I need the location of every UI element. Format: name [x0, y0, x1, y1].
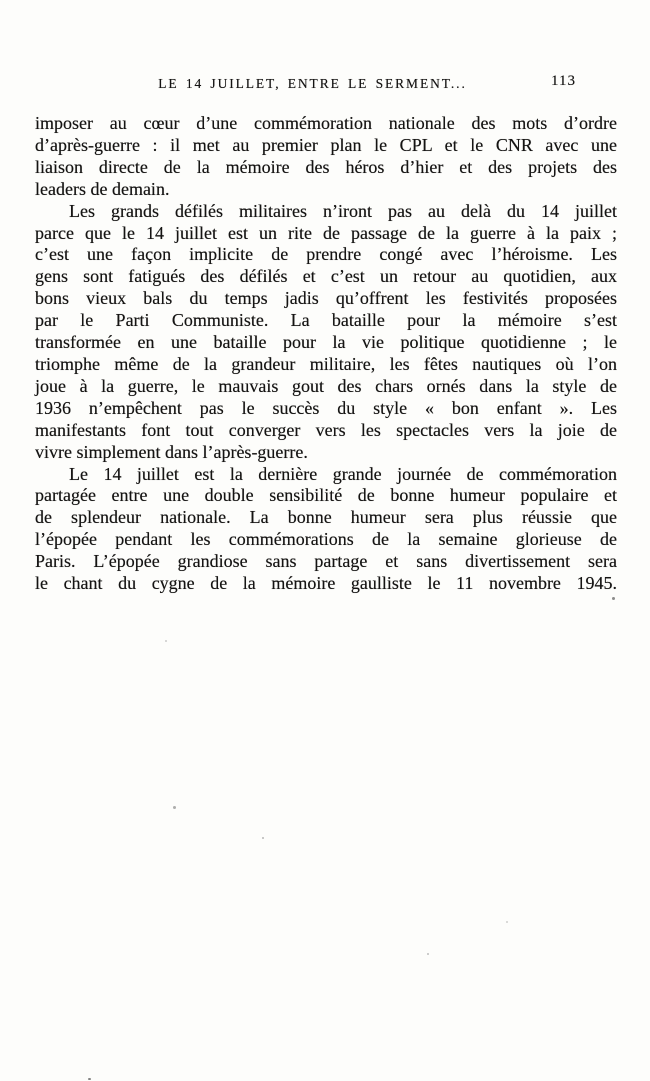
- scan-speck: [612, 597, 615, 600]
- scan-speck: [427, 953, 429, 955]
- page-body: [35, 113, 617, 595]
- scan-speck: [173, 806, 176, 809]
- text-line: triomphe même de la grandeur militaire, les fêtes nautiques où l’on: [35, 353, 617, 374]
- text-line: parce que le 14 juillet est un rite de passage de la guerre à la paix ;: [35, 222, 617, 243]
- text-line: le chant du cygne de la mémoire gaulliste le 11 novembre 1945.: [35, 573, 617, 594]
- text-line: 1936 n’empêchent pas le succès du style « bon enfant ». Les: [35, 397, 617, 418]
- text-line: manifestants font tout converger vers les spectacles vers la joie de: [35, 419, 617, 440]
- text-line: par le Parti Communiste. La bataille pour la mémoire s’est: [35, 310, 617, 331]
- text-line: de splendeur nationale. La bonne humeur sera plus réussie que: [35, 507, 617, 528]
- text-line: c’est une façon implicite de prendre congé avec l’héroisme. Les: [35, 244, 617, 265]
- text-line: d’après-guerre : il met au premier plan le CPL et le CNR avec une: [35, 134, 617, 155]
- scan-speck: [262, 837, 264, 839]
- text-line: bons vieux bals du temps jadis qu’offrent les festivités proposées: [35, 288, 617, 309]
- text-line: partagée entre une double sensibilité de bonne humeur populaire et: [35, 485, 617, 506]
- scan-speck: [88, 1078, 91, 1080]
- running-title: LE 14 JUILLET, ENTRE LE SERMENT...: [158, 76, 467, 91]
- page-number: 113: [551, 73, 576, 89]
- text-line: l’épopée pendant les commémorations de la semaine glorieuse de: [35, 529, 617, 550]
- text-line: leaders de demain.: [35, 178, 170, 199]
- scan-speck: [506, 921, 508, 923]
- text-line: vivre simplement dans l’après-guerre.: [35, 441, 308, 462]
- scan-speck: [165, 640, 167, 642]
- text-line: transformée en une bataille pour la vie politique quotidienne ; le: [35, 332, 617, 353]
- text-line: Paris. L’épopée grandiose sans partage et sans divertissement sera: [35, 551, 617, 572]
- text-line: Les grands défilés militaires n’iront pas au delà du 14 juillet: [69, 200, 617, 221]
- text-line: imposer au cœur d’une commémoration nationale des mots d’ordre: [35, 113, 617, 133]
- text-line: Le 14 juillet est la dernière grande journée de commémoration: [69, 463, 617, 484]
- text-line: joue à la guerre, le mauvais gout des chars ornés dans la style de: [35, 375, 617, 396]
- text-line: gens sont fatigués des défilés et c’est un retour au quotidien, aux: [35, 266, 617, 287]
- text-line: liaison directe de la mémoire des héros d’hier et des projets des: [35, 156, 617, 177]
